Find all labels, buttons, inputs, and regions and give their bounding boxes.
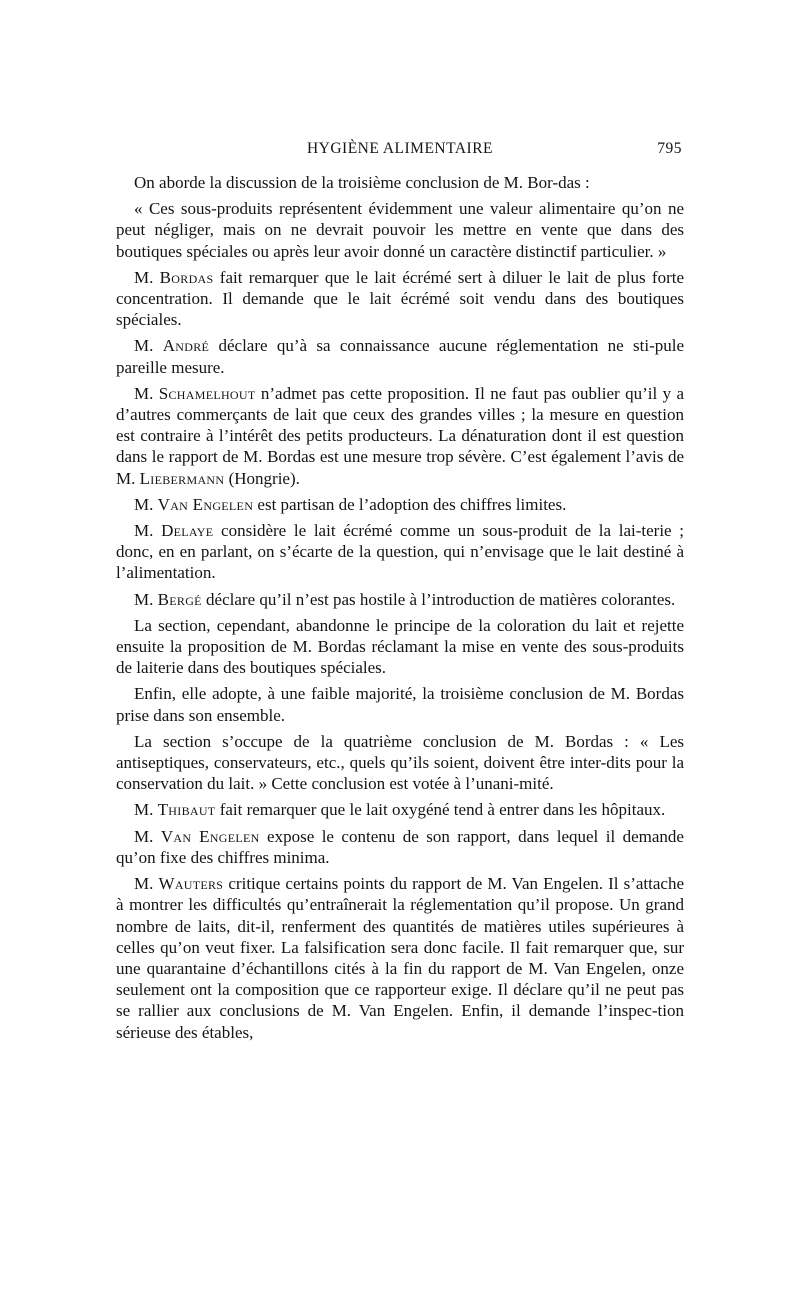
speaker-name: Bergé [157, 589, 202, 609]
book-page [116, 0, 684, 1304]
paragraph [116, 335, 684, 377]
paragraph-text: La section s’occupe de la quatrième conclusion de M. Bordas : « Les antiseptiques, conservateurs, etc., quels qu’ils soient, doivent être inter-dits pour la conservation du lait. » Cette conclusion est votée à l’unani-mité. [116, 731, 684, 794]
speaker-name: Bordas [159, 267, 214, 287]
paragraph-text: M. [134, 589, 158, 609]
paragraph [116, 615, 684, 679]
paragraph [116, 172, 684, 193]
speaker-name: Wauters [158, 874, 224, 894]
paragraph-text: M. [134, 800, 158, 820]
paragraph [116, 520, 684, 584]
page-header [116, 140, 684, 164]
paragraph-text: n’admet pas cette proposition. Il ne faut pas oublier qu’il y a d’autres commerçants de lait que ceux des grandes villes ; la mesure en question est contraire à l’intérêt des petits producteurs. La dénaturation dont il est question dans le rapport de M. Bordas est une mesure trop sévère. C’est également l’avis de M. [116, 383, 684, 488]
speaker-name: Liebermann [139, 468, 225, 488]
page-number: 795 [657, 140, 682, 157]
speaker-name: Thibaut [157, 800, 216, 820]
paragraph-text: fait remarquer que le lait écrémé sert à diluer le lait de plus forte concentration. Il demande que le lait écrémé soit vendu dans des boutiques spéciales. [116, 267, 684, 330]
paragraph-text: M. [134, 874, 159, 894]
paragraph [116, 731, 684, 795]
paragraph [116, 494, 684, 515]
running-title: HYGIÈNE ALIMENTAIRE [306, 140, 494, 157]
paragraph-text: On aborde la discussion de la troisième conclusion de M. Bor-das : [134, 173, 590, 192]
paragraph-text: critique certains points du rapport de M. Van Engelen. Il s’attache à montrer les difficultés qu’entraînerait la réglementation qu’il propose. Un grand nombre de laits, dit-il, renferment des quantités de matières utiles supérieures à celles qu’on veut fixer. La falsification sera donc facile. Il fait remarquer que, sur une quarantaine d’échantillons cités à la fin du rapport de M. Van Engelen, onze seulement ont la composition que ce rapporteur exige. Il déclare qu’il ne peut pas se rallier aux conclusions de M. Van Engelen. Enfin, il demande l’inspec-tion sérieuse des étables, [116, 874, 684, 1042]
paragraph [116, 589, 684, 610]
paragraph-text: (Hongrie). [224, 468, 300, 488]
paragraph-text: est partisan de l’adoption des chiffres limites. [253, 494, 567, 514]
paragraph-text: La section, cependant, abandonne le principe de la coloration du lait et rejette ensuite la proposition de M. Bordas réclamant la mise en vente des sous-produits de laiterie dans des boutiques spéciales. [116, 615, 684, 678]
paragraph [116, 683, 684, 725]
paragraph [116, 873, 684, 1043]
speaker-name: Delaye [161, 521, 214, 541]
paragraph-text: M. [134, 336, 163, 356]
paragraph-text: déclare qu’il n’est pas hostile à l’introduction de matières colorantes. [201, 589, 676, 609]
speaker-name: André [162, 336, 210, 356]
paragraph [116, 826, 684, 868]
paragraph-text: M. [134, 521, 162, 541]
page-body [116, 172, 684, 1048]
paragraph-text: fait remarquer que le lait oxygéné tend à entrer dans les hôpitaux. [215, 800, 666, 820]
paragraph-text: M. [134, 826, 161, 846]
paragraph-text: déclare qu’à sa connaissance aucune réglementation ne sti-pule pareille mesure. [116, 336, 685, 377]
paragraph-text: M. [134, 383, 159, 403]
paragraph [116, 198, 684, 262]
paragraph [116, 383, 684, 489]
speaker-name: Schamelhout [158, 383, 256, 403]
paragraph-text: considère le lait écrémé comme un sous-produit de la lai-terie ; donc, en en parlant, on s’écarte de la question, qui n’envisage que le lait destiné à l’alimentation. [116, 521, 684, 583]
paragraph-text: M. [134, 494, 158, 514]
speaker-name: Van Engelen [157, 494, 254, 514]
paragraph-text: M. [134, 267, 160, 287]
speaker-name: Van Engelen [160, 826, 260, 846]
paragraph [116, 799, 684, 820]
paragraph [116, 267, 684, 331]
paragraph-text: « Ces sous-produits représentent évidemment une valeur alimentaire qu’on ne peut négliger, mais on ne devrait pouvoir les mettre en vente que dans des boutiques spéciales ou après leur avoir donné un caractère distinctif particulier. » [116, 199, 684, 261]
paragraph-text: expose le contenu de son rapport, dans lequel il demande qu’on fixe des chiffres minima. [116, 826, 684, 867]
paragraph-text: Enfin, elle adopte, à une faible majorité, la troisième conclusion de M. Bordas prise dans son ensemble. [116, 684, 684, 725]
